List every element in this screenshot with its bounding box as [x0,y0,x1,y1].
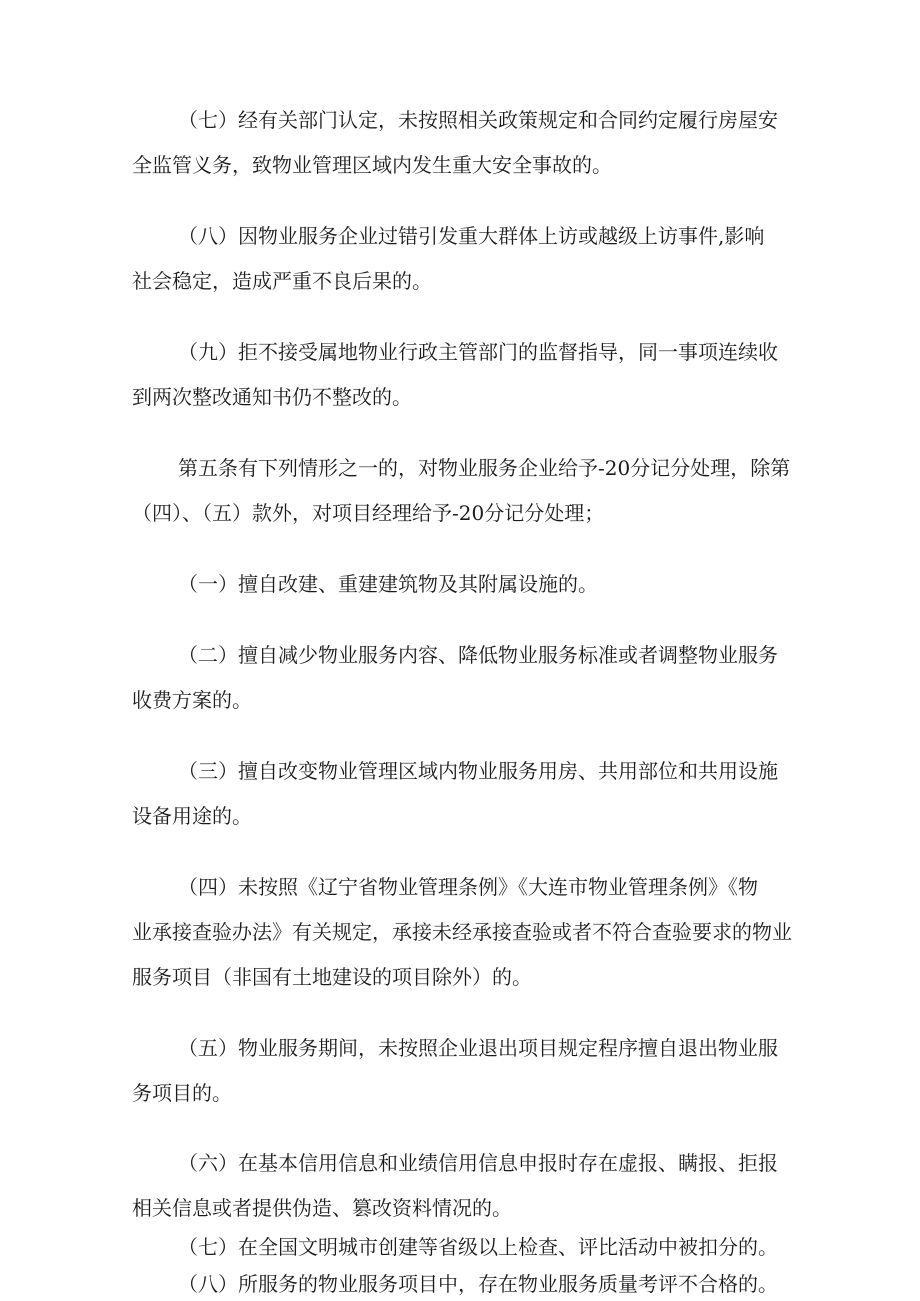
item-3-line-2: 设备用途的。 [132,804,252,828]
clause-8-line-1: （八）因物业服务企业过错引发重大群体上访或越级上访事件,影响 [178,224,765,248]
item-6-line-1: （六）在基本信用信息和业绩信用信息申报时存在虚报、瞒报、拒报 [178,1151,778,1175]
item-2-line-1: （二）擅自减少物业服务内容、降低物业服务标准或者调整物业服务 [178,643,778,667]
item-6-line-2: 相关信息或者提供伪造、篡改资料情况的。 [132,1196,512,1220]
item-4-line-3: 服务项目（非国有土地建设的项目除外）的。 [132,965,532,989]
item-5-line-1: （五）物业服务期间，未按照企业退出项目规定程序擅自退出物业服 [178,1036,778,1060]
item-8-line-1: （八）所服务的物业服务项目中，存在物业服务质量考评不合格的。 [178,1272,778,1296]
item-5-line-2: 务项目的。 [132,1081,232,1105]
article-5-line-2: （四）、（五）款外，对项目经理给予-20分记分处理； [132,501,605,525]
item-7-line-1: （七）在全国文明城市创建等省级以上检查、评比活动中被扣分的。 [178,1235,778,1259]
clause-9-line-1: （九）拒不接受属地物业行政主管部门的监督指导，同一事项连续收 [178,340,778,364]
item-1-line-1: （一）擅自改建、重建建筑物及其附属设施的。 [178,572,598,596]
item-4-line-2: 业承接查验办法》有关规定，承接未经承接查验或者不符合查验要求的物业 [132,920,792,944]
clause-9-line-2: 到两次整改通知书仍不整改的。 [132,385,412,409]
item-4-line-1: （四）未按照《辽宁省物业管理条例》《大连市物业管理条例》《物 [178,875,758,899]
clause-7-line-1: （七）经有关部门认定，未按照相关政策规定和合同约定履行房屋安 [178,108,778,132]
article-5-line-1: 第五条有下列情形之一的，对物业服务企业给予-20分记分处理，除第 [178,456,791,480]
item-3-line-1: （三）擅自改变物业管理区域内物业服务用房、共用部位和共用设施 [178,759,778,783]
item-2-line-2: 收费方案的。 [132,688,252,712]
clause-8-line-2: 社会稳定，造成严重不良后果的。 [132,269,432,293]
clause-7-line-2: 全监管义务，致物业管理区域内发生重大安全事故的。 [132,153,612,177]
